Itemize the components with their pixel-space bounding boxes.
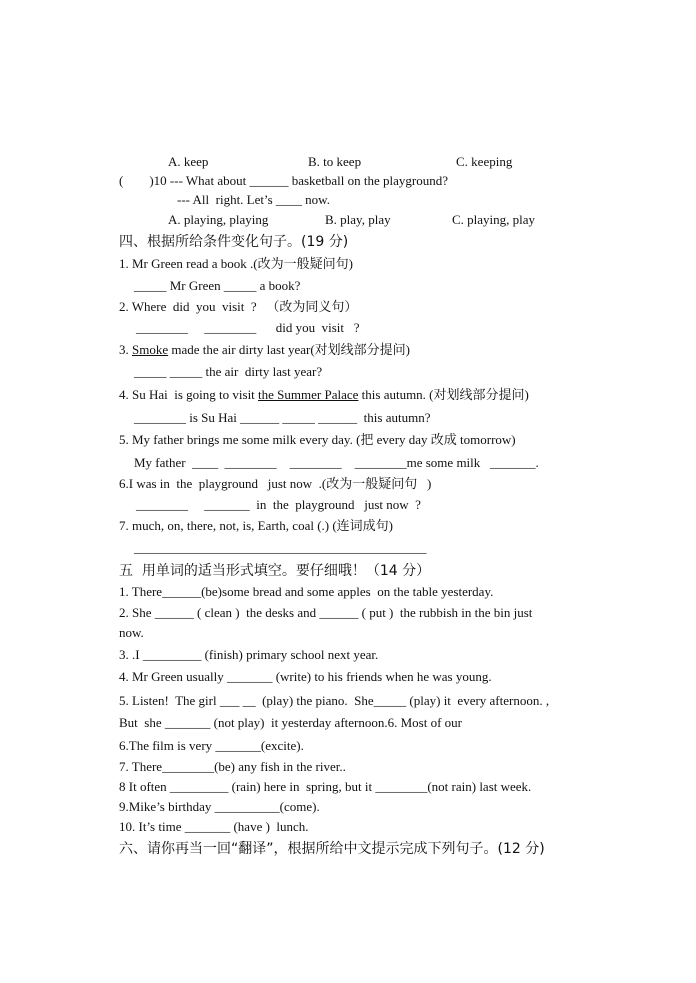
q10-option-a: A. playing, playing	[168, 212, 269, 227]
s5-line-7: But she _______ (not play) it yesterday afternoon.6. Most of our	[119, 715, 462, 730]
section4-heading: 四、根据所给条件变化句子。(19 分)	[119, 234, 349, 250]
s4-a3: _____ _____ the air dirty last year?	[134, 364, 323, 379]
s5-line-6: 5. Listen! The girl ___ __ (play) the piano. She_____ (play) it every afternoon. ,	[119, 693, 550, 708]
s5-line-4: 3. .I _________ (finish) primary school next year.	[119, 647, 379, 662]
s4-q4	[119, 387, 529, 403]
s4-q4-underlined: the Summer Palace	[258, 387, 359, 402]
s4-a1: _____ Mr Green _____ a book?	[134, 278, 301, 293]
s4-q5: 5. My father brings me some milk every day. (把 every day 改成 tomorrow)	[119, 432, 516, 447]
s4-a2: ________ ________ did you visit ?	[136, 320, 360, 335]
s4-q2: 2. Where did you visit ? （改为同义句）	[119, 299, 358, 314]
s4-q3-underlined: Smoke	[132, 342, 169, 357]
s5-line-8: 6.The film is very _______(excite).	[119, 738, 304, 753]
s5-line-3: now.	[119, 625, 144, 640]
s5-line-12: 10. It’s time _______ (have ) lunch.	[119, 819, 309, 834]
s5-line-11: 9.Mike’s birthday __________(come).	[119, 799, 320, 814]
s4-a7: _____________________________________________	[134, 540, 427, 555]
q9-option-c: C. keeping	[456, 154, 513, 169]
s4-a4: ________ is Su Hai ______ _____ ______ this autumn?	[134, 410, 431, 425]
s5-line-5: 4. Mr Green usually _______ (write) to his friends when he was young.	[119, 669, 492, 684]
s4-a5: My father ____ ________ ________ ________me some milk _______.	[134, 455, 539, 470]
s4-q3-prefix: 3.	[119, 342, 132, 357]
q10-option-c: C. playing, play	[452, 212, 536, 227]
section5-heading: 五 用单词的适当形式填空。要仔细哦！（14 分）	[119, 563, 431, 579]
s5-line-1: 1. There______(be)some bread and some apples on the table yesterday.	[119, 584, 494, 599]
s4-q7: 7. much, on, there, not, is, Earth, coal (.) (连词成句)	[119, 518, 394, 533]
s4-q6: 6.I was in the playground just now .(改为一般疑问句 )	[119, 476, 432, 491]
s5-line-2: 2. She ______ ( clean ) the desks and ______ ( put ) the rubbish in the bin just	[119, 605, 533, 620]
s5-line-9: 7. There________(be) any fish in the river..	[119, 759, 346, 774]
q10-question: ( )10 --- What about ______ basketball on the playground?	[119, 173, 449, 188]
q10-option-b: B. play, play	[325, 212, 391, 227]
s4-q3-suffix: made the air dirty last year(对划线部分提问)	[168, 342, 411, 357]
s4-a6: ________ _______ in the playground just now ?	[136, 497, 421, 512]
q9-option-b: B. to keep	[308, 154, 362, 169]
s4-q1: 1. Mr Green read a book .(改为一般疑问句)	[119, 256, 353, 271]
s4-q4-suffix: this autumn. (对划线部分提问)	[358, 387, 529, 402]
q10-reply: --- All right. Let’s ____ now.	[177, 192, 330, 207]
s5-line-10: 8 It often _________ (rain) here in spring, but it ________(not rain) last week.	[119, 779, 532, 794]
s4-q4-prefix: 4. Su Hai is going to visit	[119, 387, 259, 402]
section6-heading: 六、请你再当一回“翻译”，根据所给中文提示完成下列句子。(12 分)	[119, 841, 545, 857]
s4-q3	[119, 342, 410, 358]
q9-option-a: A. keep	[168, 154, 209, 169]
